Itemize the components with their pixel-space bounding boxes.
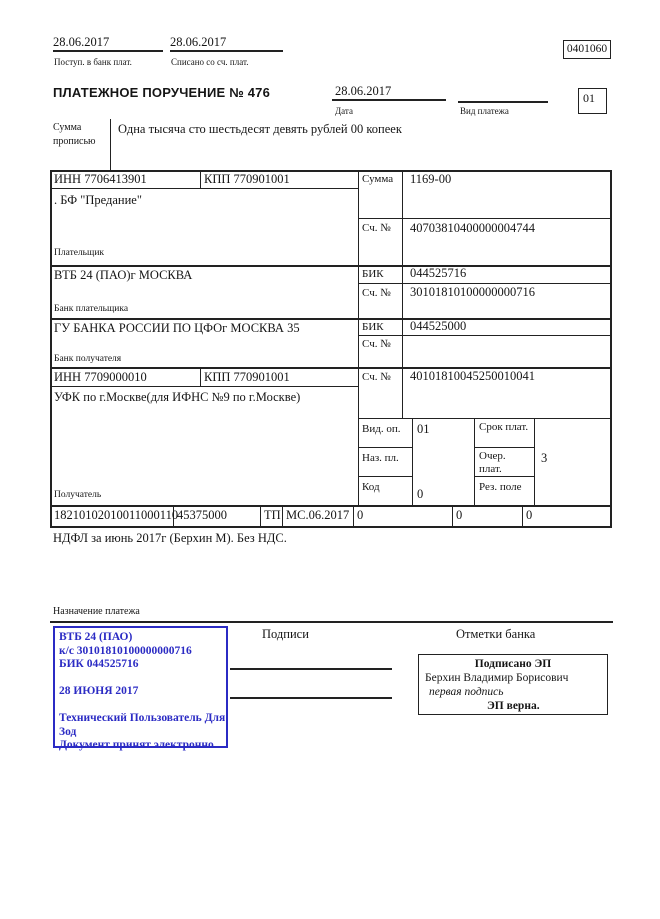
table-line [353, 505, 354, 528]
beneficiary-section-label: Получатель [54, 490, 102, 500]
purpose-text: НДФЛ за июнь 2017г (Берхин М). Без НДС. [53, 531, 287, 545]
payment-type-underline [458, 101, 548, 103]
table-line [50, 318, 612, 320]
table-line [452, 505, 453, 528]
amount-in-words-value: Одна тысяча сто шестьдесят девять рублей 00 копеек [118, 122, 402, 136]
bank-blue-stamp [53, 626, 228, 751]
payer-bank-name: ВТБ 24 (ПАО)г МОСКВА [54, 268, 193, 282]
beneficiary-bank-bik-label: БИК [362, 321, 384, 333]
tax-oktmo: 45375000 [177, 508, 227, 522]
table-line [200, 170, 201, 188]
table-line [358, 418, 612, 419]
form-code-box: 0401060 [563, 40, 611, 59]
table-line [358, 335, 612, 336]
reserve-field-label: Рез. поле [479, 481, 522, 493]
date-label: Дата [335, 106, 353, 116]
table-line [358, 447, 412, 448]
op-kind-value: 01 [417, 422, 430, 436]
signature-line [230, 668, 392, 670]
table-line [474, 418, 475, 505]
due-date-label: Срок плат. [479, 421, 529, 433]
table-line [474, 447, 534, 448]
beneficiary-inn: ИНН 7709000010 [54, 370, 147, 384]
code-label: Код [362, 481, 380, 493]
table-line [50, 505, 612, 507]
beneficiary-account-label: Сч. № [362, 371, 391, 383]
payer-name: . БФ "Предание" [54, 193, 142, 207]
amount-value: 1169-00 [410, 172, 452, 186]
beneficiary-bank-bik: 044525000 [410, 319, 467, 333]
payer-account-label: Сч. № [362, 222, 391, 234]
tax-basis: ТП [264, 508, 281, 522]
esignature-verified: ЭП верна. [487, 700, 540, 712]
table-line [358, 218, 612, 219]
stamp-line [59, 672, 222, 686]
debited-date-label: Списано со сч. плат. [171, 57, 249, 67]
amount-in-words-label: Сумма прописью [53, 122, 96, 147]
table-line [522, 505, 523, 528]
table-line [50, 265, 612, 267]
beneficiary-bank-account-label: Сч. № [362, 338, 391, 350]
table-line [282, 505, 283, 528]
divider-line [110, 119, 111, 170]
payment-type-label: Вид платежа [460, 106, 509, 116]
beneficiary-kpp: КПП 770901001 [204, 370, 290, 384]
payer-bank-bik-label: БИК [362, 268, 384, 280]
table-line [50, 188, 358, 189]
table-line [358, 476, 412, 477]
stamp-line: Зод [59, 725, 77, 738]
payer-bank-account-label: Сч. № [362, 287, 391, 299]
table-line [402, 170, 403, 418]
payer-section-label: Плательщик [54, 248, 105, 258]
stamp-line: 28 ИЮНЯ 2017 [59, 685, 139, 697]
tax-number: 0 [357, 508, 364, 522]
document-title: ПЛАТЕЖНОЕ ПОРУЧЕНИЕ № 476 [53, 85, 271, 100]
priority-label: Очер. плат. [479, 450, 506, 475]
code-value: 0 [417, 487, 424, 501]
beneficiary-name: УФК по г.Москве(для ИФНС №9 по г.Москве) [54, 390, 301, 404]
payer-bank-account: 30101810100000000716 [410, 285, 535, 299]
stamp-line: Документ принят электронно [59, 739, 214, 751]
table-line [260, 505, 261, 528]
beneficiary-bank-section-label: Банк получателя [54, 354, 122, 364]
table-line [474, 476, 534, 477]
priority-value: 3 [541, 451, 548, 465]
tax-period: МС.06.2017 [286, 508, 350, 522]
esignature-signed-label: Подписано ЭП [474, 658, 552, 670]
payer-account: 40703810400000004744 [410, 221, 535, 235]
purpose-underline [50, 621, 613, 623]
table-line [358, 283, 612, 284]
payer-inn: ИНН 7706413901 [54, 172, 147, 186]
purpose-code-label: Наз. пл. [362, 452, 399, 464]
table-line [534, 418, 535, 505]
bank-marks-heading: Отметки банка [456, 627, 536, 641]
payer-status-box: 01 [578, 88, 607, 114]
tax-kbk: 18210102010011000110 [54, 508, 179, 522]
document-date: 28.06.2017 [332, 84, 446, 101]
received-date: 28.06.2017 [53, 35, 163, 52]
purpose-label: Назначение платежа [53, 606, 140, 617]
payer-bank-section-label: Банк плательщика [54, 304, 129, 314]
tax-date: 0 [456, 508, 463, 522]
tax-type: 0 [526, 508, 533, 522]
beneficiary-bank-name: ГУ БАНКА РОССИИ ПО ЦФОг МОСКВА 35 [54, 321, 300, 335]
stamp-line: к/с 30101810100000000716 [59, 644, 192, 657]
received-date-label: Поступ. в банк плат. [54, 57, 132, 67]
beneficiary-account: 40101810045250010041 [410, 369, 535, 383]
stamp-line: ВТБ 24 (ПАО) [59, 631, 133, 643]
payer-bank-bik: 044525716 [410, 266, 467, 280]
esignature-signer: Берхин Владимир Борисович [425, 672, 569, 684]
op-kind-label: Вид. оп. [362, 423, 401, 435]
table-line [50, 386, 358, 387]
amount-cell-label: Сумма [362, 173, 394, 185]
signatures-heading: Подписи [262, 627, 309, 641]
stamp-line: Технический Пользователь Для [59, 712, 226, 724]
table-line [358, 170, 359, 505]
esignature-note: первая подпись [429, 686, 504, 698]
table-line [412, 418, 413, 505]
table-line [200, 367, 201, 386]
payer-kpp: КПП 770901001 [204, 172, 290, 186]
debited-date: 28.06.2017 [170, 35, 283, 52]
signature-line [230, 697, 392, 699]
stamp-line [59, 699, 222, 713]
esignature-stamp [418, 654, 608, 715]
stamp-line: БИК 044525716 [59, 658, 139, 670]
